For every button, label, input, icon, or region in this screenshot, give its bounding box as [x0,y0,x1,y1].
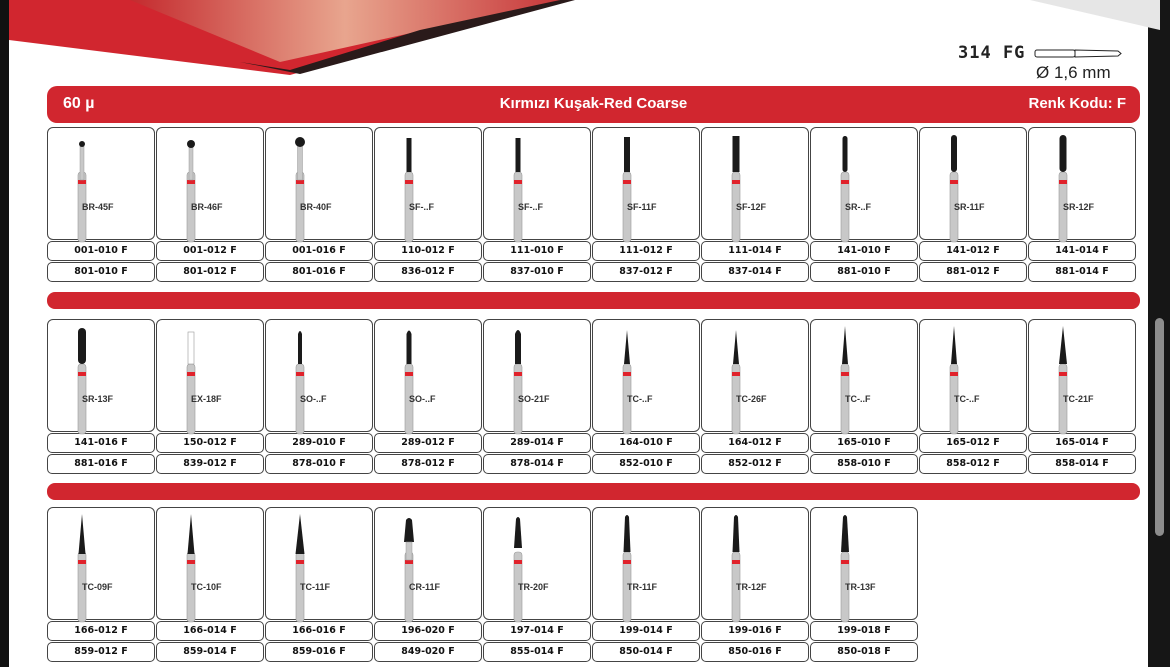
product-row-2 [47,319,1137,474]
product-image-box [374,319,482,432]
model-name: BR-40F [300,202,332,212]
bur-drawing-icon [280,512,320,628]
model-name: SR-13F [82,394,114,404]
catalog-code: 859-012 F [47,642,155,662]
catalog-code: 878-014 F [483,454,591,474]
bur-drawing-icon [607,132,647,248]
product-card [701,127,809,282]
iso-code: 111-010 F [483,241,591,261]
bur-drawing-icon [1043,324,1083,440]
bur-drawing-icon [934,324,974,440]
product-card [483,507,591,662]
bur-drawing-icon [825,132,865,248]
model-name: SR-..F [845,202,871,212]
product-image-box [483,127,591,240]
catalog-code: 881-016 F [47,454,155,474]
iso-code: 196-020 F [374,621,482,641]
model-name: SR-12F [1063,202,1095,212]
iso-code: 001-016 F [265,241,373,261]
catalog-code: 850-014 F [592,642,700,662]
model-name: SR-11F [954,202,985,212]
bur-drawing-icon [62,324,102,440]
iso-code: 199-018 F [810,621,918,641]
color-code: Renk Kodu: F [1028,95,1126,112]
model-name: TC-..F [954,394,980,404]
product-card [592,319,700,474]
model-name: SO-21F [518,394,550,404]
iso-code: 199-014 F [592,621,700,641]
catalog-code: 837-012 F [592,262,700,282]
product-image-box [592,507,700,620]
product-image-box [810,319,918,432]
product-card [701,319,809,474]
product-image-box [47,319,155,432]
iso-code: 164-012 F [701,433,809,453]
product-image-box [156,127,264,240]
bur-drawing-icon [280,132,320,248]
product-card [156,127,264,282]
bur-drawing-icon [171,512,211,628]
model-name: SF-11F [627,202,657,212]
iso-code: 197-014 F [483,621,591,641]
model-name: TR-12F [736,582,767,592]
catalog-code: 859-016 F [265,642,373,662]
row-separator-band [47,292,1140,309]
model-name: EX-18F [191,394,222,404]
product-image-box [701,319,809,432]
product-card [810,319,918,474]
model-name: SF-..F [409,202,434,212]
product-card [374,127,482,282]
product-card [47,127,155,282]
iso-code: 141-016 F [47,433,155,453]
catalog-code: 801-016 F [265,262,373,282]
decorative-header-shapes [0,0,1170,80]
catalog-code: 858-010 F [810,454,918,474]
product-card [156,319,264,474]
bur-drawing-icon [607,512,647,628]
product-image-box [919,127,1027,240]
iso-code: 289-014 F [483,433,591,453]
product-image-box [483,507,591,620]
product-card [483,127,591,282]
category-header-band [47,86,1140,123]
bur-drawing-icon [716,132,756,248]
iso-code: 166-014 F [156,621,264,641]
product-card [374,319,482,474]
product-image-box [701,127,809,240]
product-image-box [919,319,1027,432]
bur-drawing-icon [280,324,320,440]
iso-code: 199-016 F [701,621,809,641]
iso-code: 110-012 F [374,241,482,261]
product-image-box [483,319,591,432]
iso-code: 165-012 F [919,433,1027,453]
catalog-code: 881-012 F [919,262,1027,282]
model-name: TC-21F [1063,394,1094,404]
catalog-code: 852-012 F [701,454,809,474]
iso-code: 165-010 F [810,433,918,453]
model-name: TR-20F [518,582,549,592]
product-card [265,127,373,282]
product-card [810,507,918,662]
catalog-code: 852-010 F [592,454,700,474]
bur-drawing-icon [171,132,211,248]
product-image-box [265,507,373,620]
bur-drawing-icon [389,512,429,628]
catalog-code: 836-012 F [374,262,482,282]
iso-code: 141-010 F [810,241,918,261]
product-card [47,507,155,662]
model-name: TC-09F [82,582,113,592]
catalog-code: 850-016 F [701,642,809,662]
product-card [47,319,155,474]
product-card [156,507,264,662]
model-name: TC-26F [736,394,767,404]
catalog-code: 839-012 F [156,454,264,474]
product-image-box [265,319,373,432]
model-name: TC-11F [300,582,331,592]
product-card [810,127,918,282]
product-image-box [810,127,918,240]
product-image-box [592,319,700,432]
product-card [919,319,1027,474]
catalog-code: 837-010 F [483,262,591,282]
bur-drawing-icon [1043,132,1083,248]
catalog-code: 849-020 F [374,642,482,662]
bur-drawing-icon [389,132,429,248]
product-card [374,507,482,662]
catalog-code: 859-014 F [156,642,264,662]
product-card [265,507,373,662]
bur-drawing-icon [62,512,102,628]
product-card [592,507,700,662]
catalog-code: 850-018 F [810,642,918,662]
catalog-code: 881-010 F [810,262,918,282]
catalog-code: 855-014 F [483,642,591,662]
product-image-box [1028,127,1136,240]
product-card [592,127,700,282]
product-image-box [701,507,809,620]
catalog-code: 881-014 F [1028,262,1136,282]
model-name: CR-11F [409,582,441,592]
catalog-code: 837-014 F [701,262,809,282]
iso-code: 166-012 F [47,621,155,641]
bur-drawing-icon [498,512,538,628]
model-name: BR-45F [82,202,114,212]
iso-code: 164-010 F [592,433,700,453]
model-name: SO-..F [409,394,436,404]
product-image-box [156,319,264,432]
iso-code: 289-012 F [374,433,482,453]
category-title: Kırmızı Kuşak-Red Coarse [499,95,688,112]
bur-outline-icon [1034,47,1124,61]
diameter-label: Ø 1,6 mm [1036,63,1111,82]
row-separator-band [47,483,1140,500]
catalog-code: 801-012 F [156,262,264,282]
model-name: TR-13F [845,582,876,592]
catalog-code: 858-012 F [919,454,1027,474]
scrollbar-track[interactable] [1148,0,1170,667]
product-image-box [810,507,918,620]
model-name: TC-..F [627,394,653,404]
product-image-box [47,507,155,620]
product-card [1028,127,1136,282]
product-image-box [592,127,700,240]
iso-code: 111-014 F [701,241,809,261]
catalog-code: 878-012 F [374,454,482,474]
iso-code: 001-012 F [156,241,264,261]
iso-code: 141-014 F [1028,241,1136,261]
product-image-box [265,127,373,240]
catalog-code: 801-010 F [47,262,155,282]
product-image-box [374,127,482,240]
model-name: TR-11F [627,582,658,592]
fg-size-label: 314 FG [958,43,1026,63]
bur-drawing-icon [934,132,974,248]
product-row-3 [47,507,919,662]
product-image-box [1028,319,1136,432]
bur-drawing-icon [62,132,102,248]
bur-drawing-icon [607,324,647,440]
bur-drawing-icon [716,324,756,440]
grit-size: 60 µ [63,95,95,112]
product-card [265,319,373,474]
product-image-box [156,507,264,620]
bur-drawing-icon [498,132,538,248]
product-image-box [374,507,482,620]
bur-drawing-icon [171,324,211,440]
bur-drawing-icon [825,324,865,440]
model-name: SF-..F [518,202,543,212]
product-card [1028,319,1136,474]
bur-drawing-icon [825,512,865,628]
product-card [483,319,591,474]
model-name: SF-12F [736,202,767,212]
iso-code: 165-014 F [1028,433,1136,453]
iso-code: 141-012 F [919,241,1027,261]
model-name: BR-46F [191,202,223,212]
product-image-box [47,127,155,240]
iso-code: 166-016 F [265,621,373,641]
product-card [701,507,809,662]
model-name: SO-..F [300,394,327,404]
bur-drawing-icon [716,512,756,628]
bur-drawing-icon [389,324,429,440]
product-row-1 [47,127,1137,282]
product-card [919,127,1027,282]
left-frame-edge [0,0,9,667]
bur-drawing-icon [498,324,538,440]
iso-code: 111-012 F [592,241,700,261]
iso-code: 001-010 F [47,241,155,261]
iso-code: 289-010 F [265,433,373,453]
iso-code: 150-012 F [156,433,264,453]
scrollbar-thumb[interactable] [1155,318,1164,536]
catalog-code: 878-010 F [265,454,373,474]
model-name: TC-10F [191,582,222,592]
catalog-code: 858-014 F [1028,454,1136,474]
model-name: TC-..F [845,394,871,404]
